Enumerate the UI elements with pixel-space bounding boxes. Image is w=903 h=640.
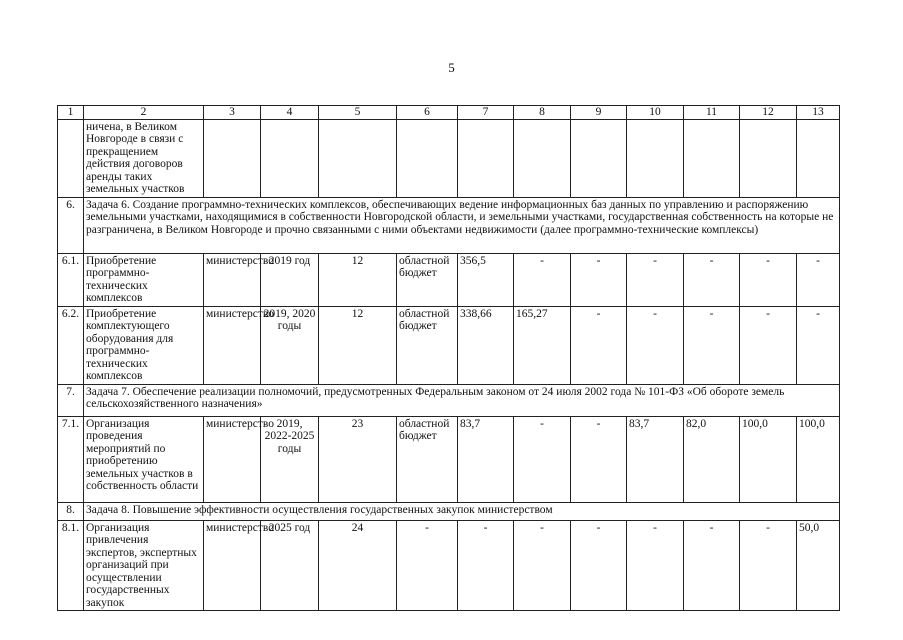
table-header-row [58, 106, 840, 120]
table-cell: - [797, 306, 840, 384]
column-number-header: 8 [514, 106, 571, 120]
table-cell: 338,66 [458, 306, 514, 384]
task-description: Задача 7. Обеспечение реализации полномочий, предусмотренных Федеральным законом от 24 июля 2002 года № 101-ФЗ «Об обороте земель сельскохозяйственного назначения» [84, 384, 840, 416]
table-cell: - [627, 253, 684, 306]
table-cell: 82,0 [684, 416, 740, 502]
table-cell [627, 119, 684, 197]
table-cell: областной бюджет [397, 253, 458, 306]
table-cell: 2019, 2020 годы [261, 306, 319, 384]
column-number-header: 3 [204, 106, 261, 120]
table-cell: министерство [204, 306, 261, 384]
column-number-header: 11 [684, 106, 740, 120]
table-cell: - [397, 520, 458, 611]
table-cell: 8.1. [58, 520, 84, 611]
table-cell: ничена, в Великом Новгороде в связи с прекращением действия договоров аренды таких земельных участков [84, 119, 204, 197]
table-cell: - [514, 416, 571, 502]
table-cell: 23 [319, 416, 397, 502]
table-cell: 24 [319, 520, 397, 611]
table-cell: - [571, 416, 627, 502]
table-cell: 100,0 [797, 416, 840, 502]
table-cell: - [458, 520, 514, 611]
table-cell: - [684, 520, 740, 611]
table-cell [397, 119, 458, 197]
table-cell: 100,0 [740, 416, 797, 502]
column-number-header: 6 [397, 106, 458, 120]
column-number-header: 7 [458, 106, 514, 120]
table-cell: 83,7 [627, 416, 684, 502]
table-cell: 2019 год [261, 253, 319, 306]
table-row [58, 119, 840, 197]
table-cell: 83,7 [458, 416, 514, 502]
table-cell: 356,5 [458, 253, 514, 306]
table-cell [58, 119, 84, 197]
table-cell: - [740, 253, 797, 306]
table-cell: 2025 год [261, 520, 319, 611]
column-number-header: 5 [319, 106, 397, 120]
table-cell [684, 119, 740, 197]
task-number: 7. [58, 384, 84, 416]
table-cell: Организация привлечения экспертов, экспертных организаций при осуществлении государственных закупок [84, 520, 204, 611]
table-cell [319, 119, 397, 197]
table-cell: - [514, 520, 571, 611]
table-cell: 7.1. [58, 416, 84, 502]
column-number-header: 13 [797, 106, 840, 120]
table-cell [458, 119, 514, 197]
table-cell: Приобретение комплектующего оборудования для программно-технических комплексов [84, 306, 204, 384]
table-cell: - [740, 306, 797, 384]
task-row [58, 197, 840, 253]
table-cell: - [571, 520, 627, 611]
table-cell: 6.2. [58, 306, 84, 384]
table-cell: - [571, 306, 627, 384]
table-cell: 12 [319, 306, 397, 384]
table-cell: - [571, 253, 627, 306]
task-row [58, 384, 840, 416]
table-cell [204, 119, 261, 197]
table-cell: - [740, 520, 797, 611]
table-row [58, 306, 840, 384]
table-cell: министерство [204, 520, 261, 611]
table-row [58, 253, 840, 306]
task-row [58, 502, 840, 520]
table-cell: 165,27 [514, 306, 571, 384]
task-number: 6. [58, 197, 84, 253]
table-cell [261, 119, 319, 197]
table-cell: 2019, 2022-2025 годы [261, 416, 319, 502]
task-number: 8. [58, 502, 84, 520]
table-cell: областной бюджет [397, 306, 458, 384]
table-cell: 50,0 [797, 520, 840, 611]
table-cell: - [797, 253, 840, 306]
table-cell: - [514, 253, 571, 306]
table-row [58, 416, 840, 502]
page-number: 5 [448, 60, 455, 75]
column-number-header: 10 [627, 106, 684, 120]
table-cell: министерство [204, 253, 261, 306]
column-number-header: 1 [58, 106, 84, 120]
table-cell: областной бюджет [397, 416, 458, 502]
column-number-header: 4 [261, 106, 319, 120]
activities-table [57, 105, 840, 611]
table-cell [571, 119, 627, 197]
column-number-header: 9 [571, 106, 627, 120]
table-cell: - [627, 520, 684, 611]
table-cell [740, 119, 797, 197]
table-cell: Приобретение программно-технических комплексов [84, 253, 204, 306]
table-row [58, 520, 840, 611]
table-cell: - [684, 253, 740, 306]
task-description: Задача 8. Повышение эффективности осуществления государственных закупок министерством [84, 502, 840, 520]
column-number-header: 2 [84, 106, 204, 120]
table-cell: - [684, 306, 740, 384]
task-description: Задача 6. Создание программно-технических комплексов, обеспечивающих ведение информационных баз данных по управлению и распоряжению земельными участками, находящимися в собственности Новгородской области, и земельными участками, государственная собственность на которые не разграничена, в Великом Новгороде и прочно связанными с ними объектами недвижимости (далее программно-технические комплексы) [84, 197, 840, 253]
column-number-header: 12 [740, 106, 797, 120]
table-cell: 6.1. [58, 253, 84, 306]
table-cell: 12 [319, 253, 397, 306]
table-cell: Организация проведения мероприятий по приобретению земельных участков в собственность области [84, 416, 204, 502]
table-cell [514, 119, 571, 197]
table-cell: министерство [204, 416, 261, 502]
table-cell: - [627, 306, 684, 384]
table-cell [797, 119, 840, 197]
